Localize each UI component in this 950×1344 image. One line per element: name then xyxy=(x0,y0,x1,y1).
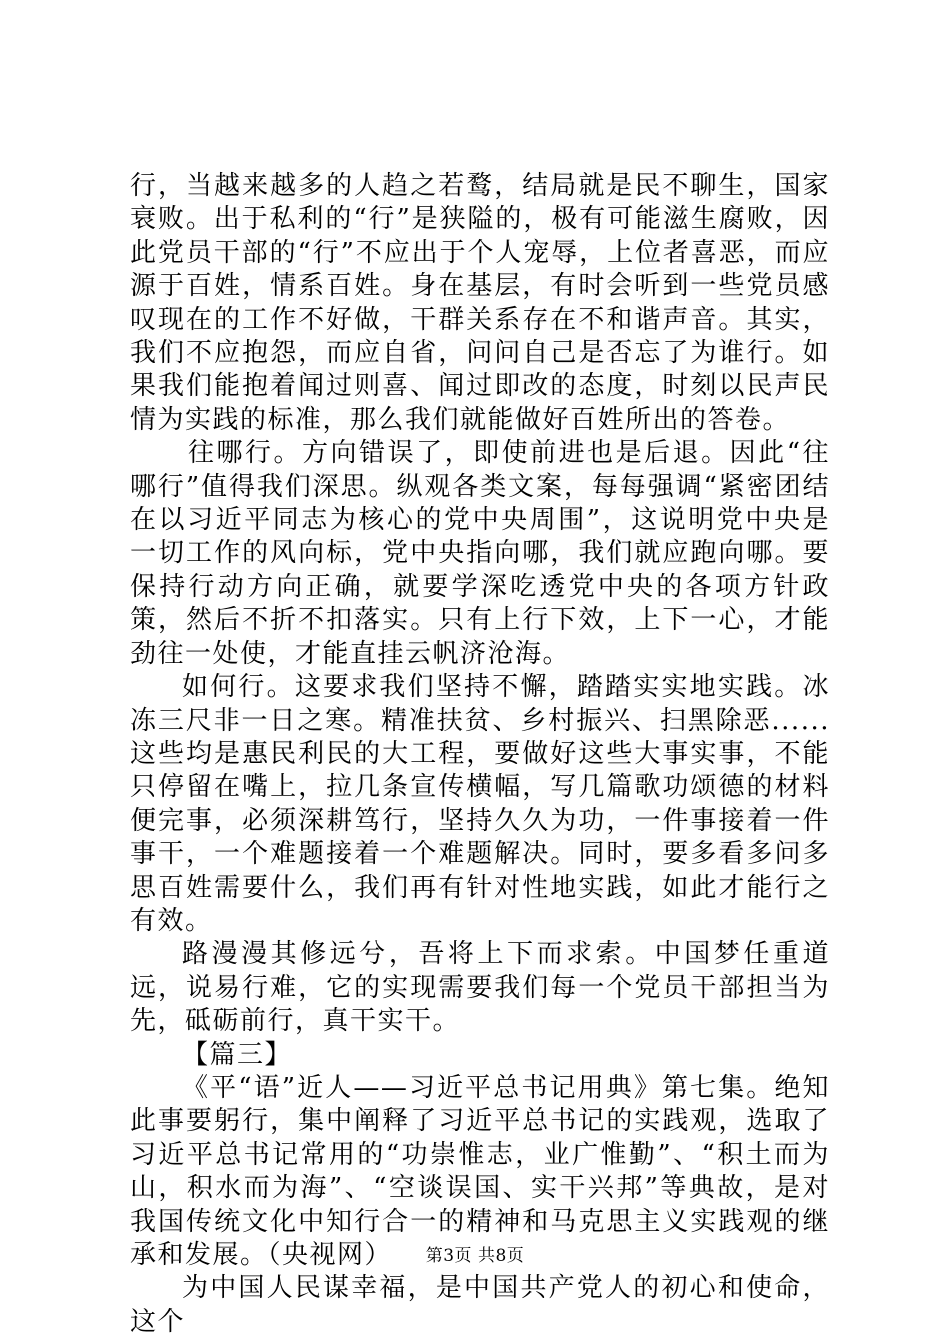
paragraph-how-to-act: 如何行。这要求我们坚持不懈，踏踏实实地实践。冰冻三尺非一日之寒。精准扶贫、乡村振兴、扫黑除恶......这些均是惠民利民的大工程，要做好这些大事实事，不能只停留在嘴上，拉几条宣传横幅，写几篇歌功颂德的材料便完事，必须深耕笃行，坚持久久为功，一件事接着一件事干，一个难题接着一个难题解决。同时，要多看多问多思百姓需要什么，我们再有针对性地实践，如此才能行之有效。 xyxy=(130,672,830,936)
paragraph-conclusion: 路漫漫其修远兮，吾将上下而求索。中国梦任重道远，说易行难，它的实现需要我们每一个党员干部担当为先，砥砺前行，真干实干。 xyxy=(130,939,830,1037)
page-footer xyxy=(0,1245,950,1267)
paragraph-mission: 为中国人民谋幸福，是中国共产党人的初心和使命，这个 xyxy=(130,1273,830,1337)
paragraph-where-to-act: 往哪行。方向错误了，即使前进也是后退。因此“往哪行”值得我们深思。纵观各类文案，每每强调“紧密团结在以习近平同志为核心的党中央周围”，这说明党中央是一切工作的风向标，党中央指向哪，我们就应跑向哪。要保持行动方向正确，就要学深吃透党中央的各项方针政策，然后不折不扣落实。只有上行下效，上下一心，才能劲往一处使，才能直挂云帆济沧海。 xyxy=(130,438,830,669)
paragraph-why-act: 行，当越来越多的人趋之若鹜，结局就是民不聊生，国家衰败。出于私利的“行”是狭隘的，极有可能滋生腐败，因此党员干部的“行”不应出于个人宠辱，上位者喜恶，而应源于百姓，情系百姓。身在基层，有时会听到一些党员感叹现在的工作不好做，干群关系存在不和谐声音。其实，我们不应抱怨，而应自省，问问自己是否忘了为谁行。如果我们能抱着闻过则喜、闻过即改的态度，时刻以民声民情为实践的标准，那么我们就能做好百姓所出的答卷。 xyxy=(130,171,830,435)
paragraph-intro-episode: 《平“语”近人——习近平总书记用典》第七集。绝知此事要躬行，集中阐释了习近平总书记的实践观，选取了习近平总书记常用的“功崇惟志，业广惟勤”、“积土而为山，积水而为海”、“空谈误国、实干兴邦”等典故，是对我国传统文化中知行合一的精神和马克思主义实践观的继承和发展。（央视网） xyxy=(130,1072,830,1270)
section-heading: 【篇三】 xyxy=(182,1039,293,1070)
document-body xyxy=(130,170,830,1339)
page-number-label: 第3页 共8页 xyxy=(425,1246,525,1266)
